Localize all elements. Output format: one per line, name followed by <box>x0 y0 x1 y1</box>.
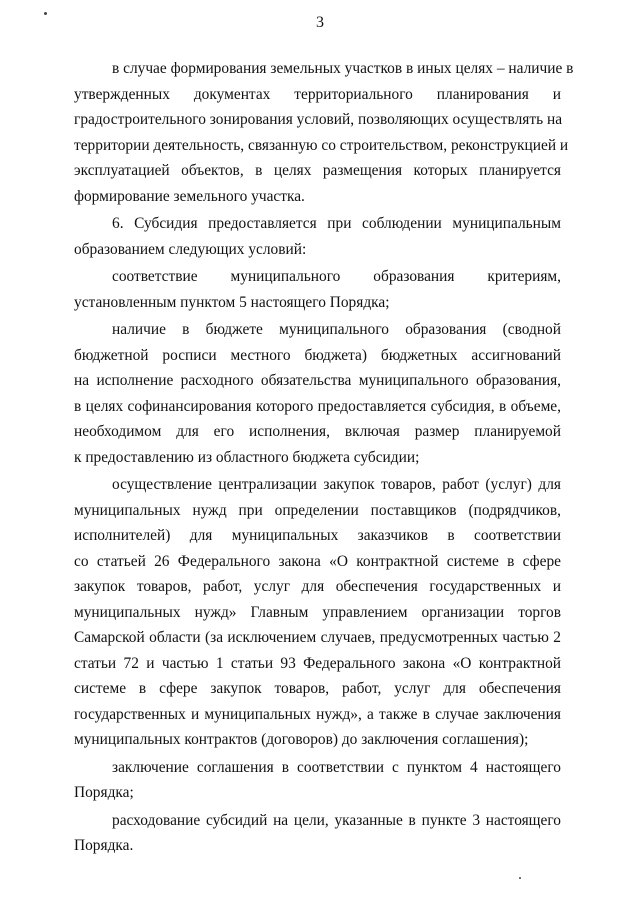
text-line: муниципальных контрактов (договоров) до заключения соглашения); <box>74 731 529 748</box>
paragraph <box>74 317 561 470</box>
page-number: 3 <box>316 14 324 31</box>
text-line: закупок товаров, работ, услуг для обеспечения государственных и <box>74 578 561 595</box>
document-body <box>74 56 574 861</box>
text-line: необходимом для его исполнения, включая размер планируемой <box>74 423 561 440</box>
text-line: 6. Субсидия предоставляется при соблюдении муниципальным <box>112 215 561 232</box>
text-line: наличие в бюджете муниципального образования (сводной <box>112 321 561 338</box>
text-line: статьи 72 и частью 1 статьи 93 Федерального закона «О контрактной <box>74 654 561 672</box>
paragraph <box>74 755 561 806</box>
text-line: заключение соглашения в соответствии с пунктом 4 настоящего <box>112 758 561 776</box>
text-line: Самарской области (за исключением случаев, предусмотренных частью 2 <box>74 629 561 646</box>
text-line: в целях софинансирования которого предоставляется субсидия, в объеме, <box>74 397 561 415</box>
paragraph <box>74 472 561 753</box>
text-line: на исполнение расходного обязательства муниципального образования, <box>74 372 561 389</box>
text-line: государственных и муниципальных нужд», а также в случае заключения <box>74 705 561 723</box>
text-line: осуществление централизации закупок товаров, работ (услуг) для <box>112 476 561 493</box>
text-line: установленным пунктом 5 настоящего Порядка; <box>74 293 390 311</box>
text-line: Порядка; <box>74 784 134 801</box>
text-line: со статьей 26 Федерального закона «О контрактной системе в сфере <box>74 552 561 570</box>
paragraph <box>74 56 574 209</box>
text-line: утвержденных документах территориального планирования и <box>74 85 561 103</box>
paragraph <box>74 264 561 315</box>
text-line: образованием следующих условий: <box>74 240 307 258</box>
text-line: градостроительного зонирования условий, позволяющих осуществлять на <box>74 111 563 128</box>
paragraph <box>74 808 561 859</box>
text-line: исполнителей) для муниципальных заказчиков в соответствии <box>74 527 561 544</box>
text-line: территории деятельность, связанную со строительством, реконструкцией и <box>74 136 569 154</box>
text-line: расходование субсидий на цели, указанные в пункте 3 настоящего <box>112 811 561 829</box>
text-line: муниципальных нужд» Главным управлением организации торгов <box>74 603 561 621</box>
text-line: к предоставлению из областного бюджета субсидии; <box>74 448 420 466</box>
text-line: эксплуатацией объектов, в целях размещения которых планируется <box>74 162 561 179</box>
text-line: формирование земельного участка. <box>74 187 305 205</box>
text-line: системе в сфере закупок товаров, работ, услуг для обеспечения <box>74 680 561 697</box>
text-line: соответствие муниципального образования критериям, <box>112 268 561 285</box>
text-line: муниципальных нужд при определении поставщиков (подрядчиков, <box>74 501 561 519</box>
scan-speck <box>519 877 521 879</box>
paragraph <box>74 211 561 262</box>
scan-speck <box>44 12 47 15</box>
text-line: в случае формирования земельных участков в иных целях – наличие в <box>112 60 574 77</box>
text-line: Порядка. <box>74 837 134 854</box>
text-line: бюджетной росписи местного бюджета) бюджетных ассигнований <box>74 346 561 364</box>
